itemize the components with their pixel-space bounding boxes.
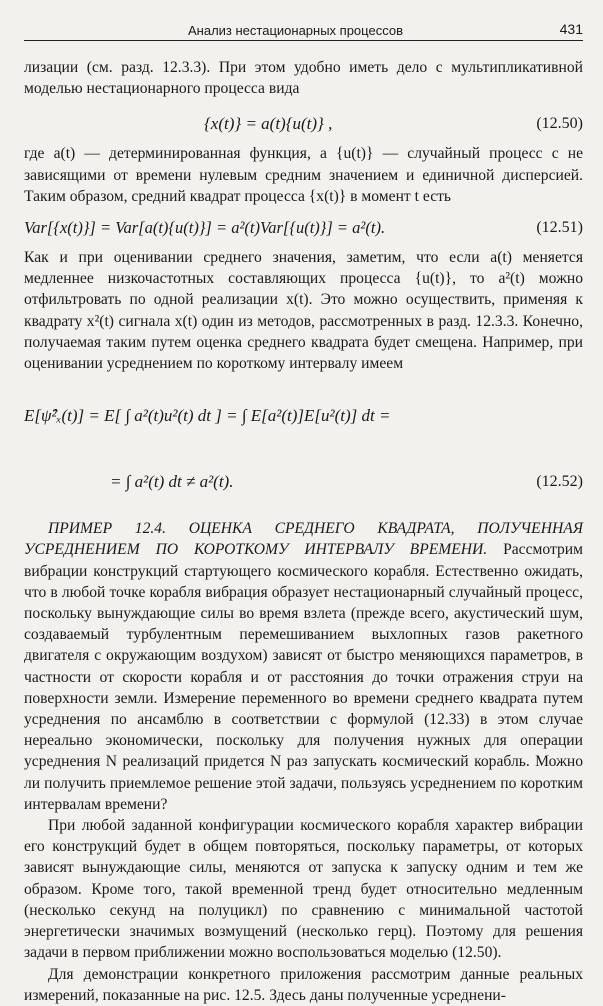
equation-12-52-line-2: [24, 452, 583, 512]
equation-12-50: [24, 105, 583, 143]
equation-12-50-formula: {x(t)} = a(t){u(t)} ,: [204, 114, 333, 134]
page-number: 431: [559, 21, 583, 37]
equation-12-52-label: (12.52): [536, 473, 583, 491]
example-heading: ПРИМЕР 12.4. ОЦЕНКА СРЕДНЕГО КВАДРАТА, ПОЛУЧЕННАЯ УСРЕДНЕНИЕМ ПО КОРОТКОМУ ИНТЕРВАЛУ ВРЕМЕНИ.: [24, 520, 583, 559]
paragraph-example: [24, 518, 583, 815]
paragraph-definition: где a(t) — детерминированная функция, а {u(t)} — случайный процесс с не зависящими от времени нулевым средним значением и единичной дисперсией. Таким образом, средний квадрат процесса {x(t)} в момент t есть: [24, 145, 583, 205]
equation-12-52-line-1-formula: E[ψ̂²ₓ(t)] = E[ ∫ a²(t)u²(t) dt ] = ∫ E[a²(t)]E[u²(t)] dt =: [24, 406, 391, 426]
running-header: [24, 0, 583, 41]
equation-12-50-label: (12.50): [536, 115, 583, 133]
equation-12-51-formula: Var[{x(t)}] = Var[a(t){u(t)}] = a²(t)Var[{u(t)}] = a²(t).: [24, 218, 386, 238]
paragraph-mean-square: Как и при оценивании среднего значения, заметим, что если a(t) меняется медленнее низкочастотных составляющих процесса {u(t)}, то a²(t) можно отфильтровать по одной реализации x(t). Это можно осуществить, применяя к квадрату x²(t) сигнала x(t) один из методов, рассмотренных в разд. 12.3.3. Конечно, получаемая таким путем оценка среднего квадрата будет смещена. Например, при оценивании усреднением по короткому интервалу имеем: [24, 249, 583, 373]
equation-12-52-line-1: [24, 380, 583, 452]
running-title: Анализ нестационарных процессов: [188, 23, 403, 38]
example-text: Рассмотрим вибрации конструкций стартующего космического корабля. Естественно ожидать, что в любой точке корабля вибрация образует нестационарный случайный процесс, поскольку вынуждающие силы во время взлета (прежде всего, акустический шум, создаваемый турбулентным перемешиванием выхлопных газов ракетного двигателя с окружающим воздухом) зависят от быстро меняющихся параметров, в частности от скорости корабля и от расстояния до точки отражения струи на поверхности земли. Измерение переменного во времени среднего квадрата путем усреднения по ансамблю в соответствии с формулой (12.33) в этом случае нереально экономически, поскольку для получения нужных для операции усреднения N реализаций придется N раз запускать космический корабль. Можно ли получить приемлемое решение этой задачи, пользуясь усреднением по коротким интервалам времени?: [24, 541, 583, 813]
paragraph-demonstration: Для демонстрации конкретного приложения рассмотрим данные реальных измерений, показанные на рис. 12.5. Здесь даны полученные усреднени-: [24, 965, 583, 1004]
equation-12-51: [24, 211, 583, 245]
paragraph-intro: лизации (см. разд. 12.3.3). При этом удобно иметь дело с мультипликативной моделью нестационарного процесса вида: [24, 59, 583, 98]
paragraph-configuration: При любой заданной конфигурации космического корабля характер вибрации его конструкций будет в общем повторяться, поскольку параметры, от которых зависят вынуждающие силы, меняются от запуска к запуску одним и тем же образом. Кроме того, такой временной тренд будет относительно медленным (несколько секунд на полуцикл) по сравнению с минимальной частотой энергетически значимых возмущений (несколько герц). Поэтому для решения задачи в первом приближении можно воспользоваться моделью (12.50).: [24, 817, 583, 962]
page-body: [24, 57, 583, 1006]
equation-12-51-label: (12.51): [536, 219, 583, 237]
equation-12-52-line-2-formula: = ∫ a²(t) dt ≠ a²(t).: [110, 472, 234, 492]
